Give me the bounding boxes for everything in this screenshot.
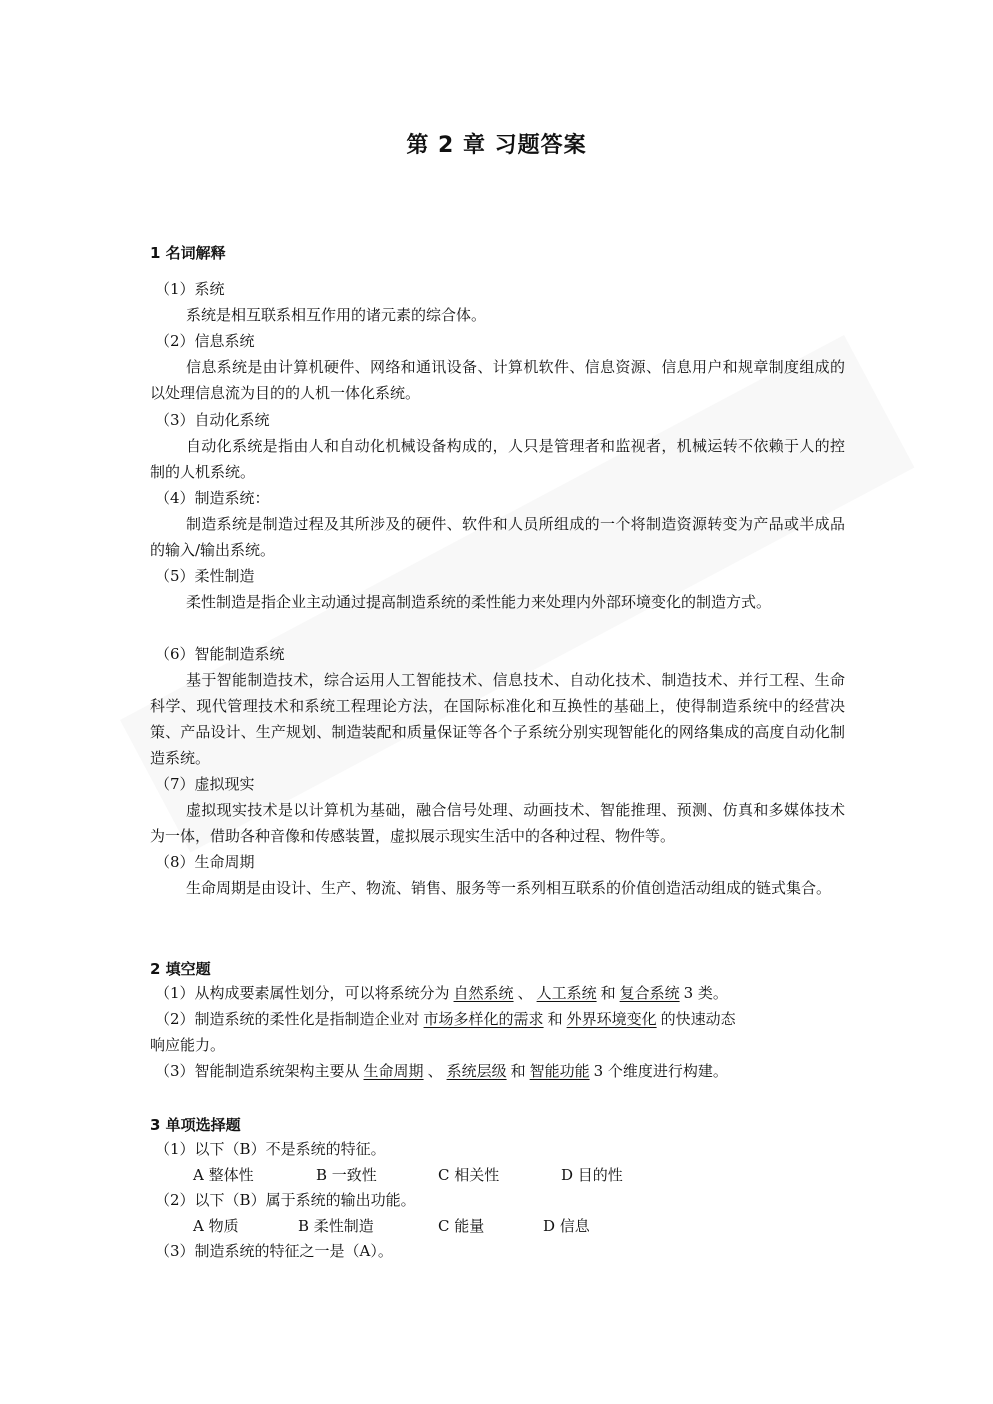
term-definition: 信息系统是由计算机硬件、网络和通讯设备、计算机软件、信息资源、信息用户和规章制度组成的以处理信息流为目的的人机一体化系统。 (150, 358, 845, 402)
term-definition: 基于智能制造技术，综合运用人工智能技术、信息技术、自动化技术、制造技术、并行工程、生命科学、现代管理技术和系统工程理论方法，在国际标准化和互换性的基础上，使得制造系统中的经营决策、产品设计、生产规划、制造装配和质量保证等各个子系统分别实现智能化的网络集成的高度自动化制造系统。 (150, 671, 845, 767)
question-text: 3 类。 (683, 984, 728, 1002)
question-text: 和 (547, 1010, 563, 1028)
term-label: （6）智能制造系统 (155, 645, 285, 663)
question-text: 3 个维度进行构建。 (593, 1062, 728, 1080)
answer-blank: 人工系统 (536, 984, 597, 1002)
term-definition: 系统是相互联系相互作用的诸元素的综合体。 (186, 306, 487, 324)
question-text: 、 (427, 1062, 443, 1080)
choice-option: C 能量 (438, 1217, 485, 1235)
choice-option: B 一致性 (316, 1166, 377, 1184)
term-label: （7）虚拟现实 (155, 775, 255, 793)
choice-option: B 柔性制造 (298, 1217, 374, 1235)
question-text: 的快速动态 (660, 1010, 736, 1028)
answer-blank: 复合系统 (619, 984, 680, 1002)
answer-blank: 生命周期 (363, 1062, 424, 1080)
answer-blank: 自然系统 (453, 984, 514, 1002)
answer-blank: 市场多样化的需求 (423, 1010, 544, 1028)
question-text: （3）智能制造系统架构主要从 (155, 1062, 360, 1080)
choice-question-1: （1）以下（B）不是系统的特征。 (155, 1140, 386, 1158)
term-label: （4）制造系统： (155, 489, 270, 507)
term-label: （2）信息系统 (155, 332, 255, 350)
answer-blank: 外界环境变化 (566, 1010, 657, 1028)
question-text: （1）从构成要素属性划分，可以将系统分为 (155, 984, 450, 1002)
section-heading-fill-in: 2 填空题 (150, 960, 211, 978)
choice-question-2: （2）以下（B）属于系统的输出功能。 (155, 1191, 416, 1209)
question-text: 和 (600, 984, 616, 1002)
term-definition: 柔性制造是指企业主动通过提高制造系统的柔性能力来处理内外部环境变化的制造方式。 (186, 593, 772, 611)
term-label: （8）生命周期 (155, 853, 255, 871)
fill-question-3 (155, 1061, 728, 1081)
choice-option: D 信息 (543, 1217, 590, 1235)
choice-option: C 相关性 (438, 1166, 500, 1184)
term-label: （5）柔性制造 (155, 567, 255, 585)
question-text: 和 (510, 1062, 526, 1080)
section-heading-multiple-choice: 3 单项选择题 (150, 1116, 241, 1134)
choice-option: A 物质 (193, 1217, 239, 1235)
term-label: （3）自动化系统 (155, 411, 270, 429)
answer-blank: 系统层级 (446, 1062, 507, 1080)
choice-question-3: （3）制造系统的特征之一是（A）。 (155, 1242, 393, 1260)
term-definition: 制造系统是制造过程及其所涉及的硬件、软件和人员所组成的一个将制造资源转变为产品或半成品的输入/输出系统。 (150, 515, 845, 559)
fill-question-1 (155, 983, 728, 1003)
term-definition: 自动化系统是指由人和自动化机械设备构成的，人只是管理者和监视者，机械运转不依赖于人的控制的人机系统。 (150, 437, 845, 481)
fill-question-2 (155, 1009, 736, 1029)
term-label: （1）系统 (155, 280, 225, 298)
answer-blank: 智能功能 (529, 1062, 590, 1080)
fill-question-2-continued: 响应能力。 (150, 1036, 226, 1054)
chapter-title: 第 2 章 习题答案 (406, 133, 587, 158)
question-text: 、 (517, 984, 533, 1002)
choice-option: D 目的性 (561, 1166, 623, 1184)
question-text: （2）制造系统的柔性化是指制造企业对 (155, 1010, 420, 1028)
term-definition: 虚拟现实技术是以计算机为基础，融合信号处理、动画技术、智能推理、预测、仿真和多媒体技术为一体，借助各种音像和传感装置，虚拟展示现实生活中的各种过程、物件等。 (150, 801, 845, 845)
choice-option: A 整体性 (193, 1166, 254, 1184)
section-heading-definitions: 1 名词解释 (150, 244, 226, 262)
term-definition: 生命周期是由设计、生产、物流、销售、服务等一系列相互联系的价值创造活动组成的链式集合。 (186, 879, 832, 897)
